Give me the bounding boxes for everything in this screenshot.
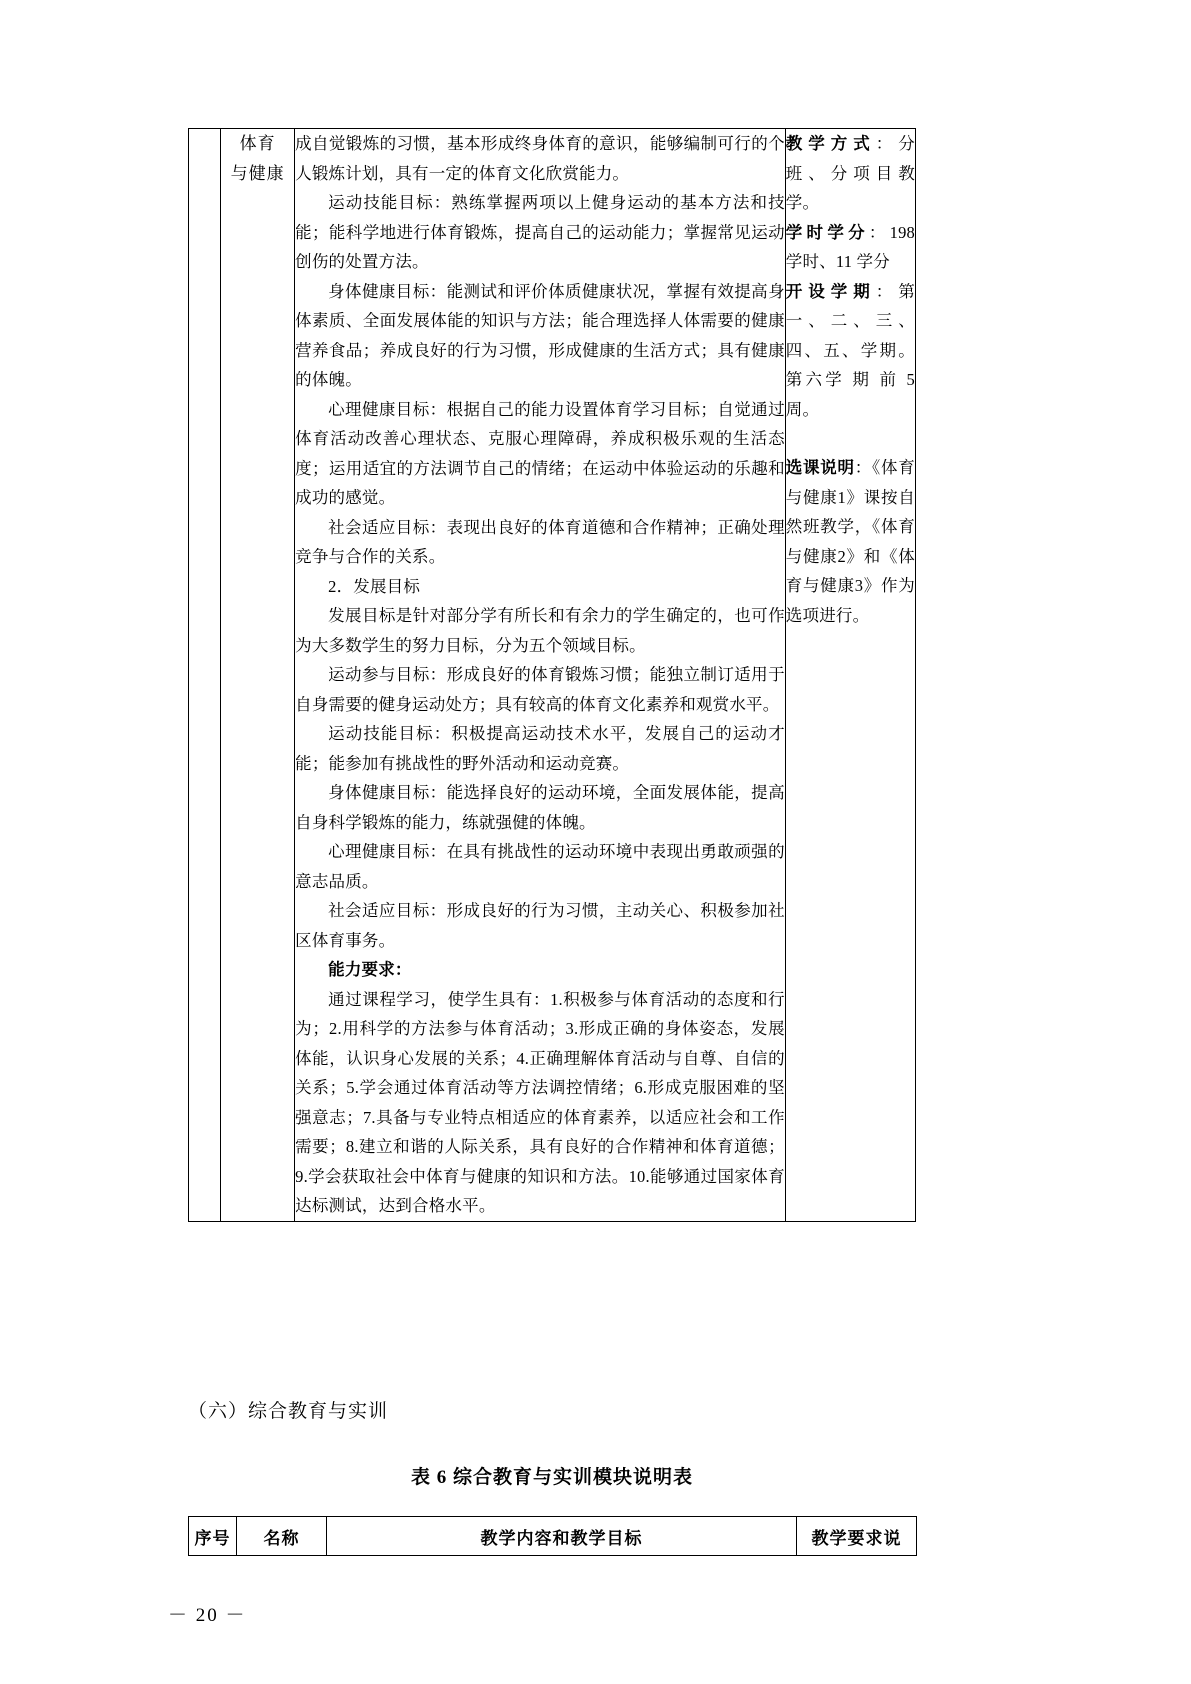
column-header-name: 名称 — [237, 1517, 327, 1556]
body-paragraph-3: 身体健康目标：能测试和评价体质健康状况，掌握有效提高身体素质、全面发展体能的知识与方法；能合理选择人体需要的健康营养食品；养成良好的行为习惯，形成健康的生活方式；具有健康的体魄。 — [295, 281, 785, 389]
body-paragraph-8: 运动参与目标：形成良好的体育锻炼习惯；能独立制订适用于自身需要的健身运动处方；具有较高的体育文化素养和观赏水平。 — [295, 665, 785, 714]
body-paragraph-13-ability-heading: 能力要求： — [328, 960, 412, 979]
requirement-label-teaching-method: 教学方式 — [785, 134, 876, 153]
cell-sequence — [189, 129, 221, 1222]
body-paragraph-12: 社会适应目标：形成良好的行为习惯，主动关心、积极参加社区体育事务。 — [295, 901, 785, 950]
module-name-line-1: 体育 — [239, 134, 276, 153]
table-caption: 表 6 综合教育与实训模块说明表 — [410, 1467, 693, 1488]
requirement-label-course-selection: 选课说明 — [785, 458, 855, 477]
module-name-line-2: 与健康 — [230, 164, 285, 183]
cell-module-name — [221, 129, 295, 1222]
body-paragraph-11: 心理健康目标：在具有挑战性的运动环境中表现出勇敢顽强的意志品质。 — [295, 842, 785, 891]
requirement-text-semesters: ：第一、二、三、四、五、学期。第六学 期 前 5 周。 — [785, 281, 915, 419]
body-paragraph-6: 2．发展目标 — [328, 576, 421, 596]
body-paragraph-5: 社会适应目标：表现出良好的体育道德和合作精神；正确处理竞争与合作的关系。 — [295, 517, 785, 566]
requirement-text-course-selection: ：《体育与健康1》课按自然班教学，《体育与健康2》和《体育与健康3》作为选项进行。 — [785, 458, 915, 625]
requirement-label-semesters: 开设学期 — [785, 281, 876, 301]
table-row — [189, 129, 916, 1222]
requirement-course-selection — [786, 453, 915, 630]
body-paragraph-2: 运动技能目标：熟练掌握两项以上健身运动的基本方法和技能；能科学地进行体育锻炼，提高自己的运动能力；掌握常见运动创伤的处置方法。 — [295, 193, 785, 271]
body-paragraph-4: 心理健康目标：根据自己的能力设置体育学习目标；自觉通过体育活动改善心理状态、克服心理障碍，养成积极乐观的生活态度；运用适宜的方法调节自己的情绪；在运动中体验运动的乐趣和成功的感觉。 — [295, 399, 785, 507]
requirement-text-teaching-method: ：分班、分项目教学。 — [785, 134, 915, 212]
body-paragraph-1: 成自觉锻炼的习惯，基本形成终身体育的意识，能够编制可行的个人锻炼计划，具有一定的体育文化欣赏能力。 — [295, 134, 785, 183]
requirement-text-hours-credits: ：198 学时、11 学分 — [785, 222, 915, 271]
column-header-seq: 序号 — [189, 1517, 237, 1556]
requirement-semesters — [786, 277, 915, 425]
column-header-content: 教学内容和教学目标 — [327, 1517, 797, 1556]
column-header-requirement: 教学要求说 — [797, 1517, 917, 1556]
body-paragraph-9: 运动技能目标：积极提高运动技术水平，发展自己的运动才能；能参加有挑战性的野外活动和运动竞赛。 — [295, 724, 785, 773]
requirement-spacer — [786, 424, 915, 453]
requirement-hours-credits — [786, 218, 915, 277]
comprehensive-education-table — [188, 1516, 917, 1556]
body-paragraph-7: 发展目标是针对部分学有所长和有余力的学生确定的，也可作为大多数学生的努力目标，分为五个领域目标。 — [295, 606, 785, 655]
requirement-teaching-method — [786, 129, 915, 218]
cell-teaching-requirements — [785, 129, 915, 1222]
cell-teaching-content — [295, 129, 786, 1222]
page-number: － 20 － — [168, 1605, 247, 1626]
requirement-label-hours-credits: 学时学分 — [785, 222, 869, 242]
body-paragraph-14: 通过课程学习，使学生具有：1.积极参与体育活动的态度和行为；2.用科学的方法参与体育活动；3.形成正确的身体姿态，发展体能，认识身心发展的关系；4.正确理解体育活动与自尊、自信的关系；5.学会通过体育活动等方法调控情绪；6.形成克服困难的坚强意志；7.具备与专业特点相适应的体育素养，以适应社会和工作需要；8.建立和谐的人际关系，具有良好的合作精神和体育道德；9.学会获取社会中体育与健康的知识和方法。10.能够通过国家体育达标测试，达到合格水平。 — [295, 989, 785, 1215]
table-header-row — [189, 1517, 917, 1556]
section-heading: （六）综合教育与实训 — [188, 1401, 389, 1422]
curriculum-module-table — [188, 128, 916, 1222]
body-paragraph-10: 身体健康目标：能选择良好的运动环境，全面发展体能，提高自身科学锻炼的能力，练就强健的体魄。 — [295, 783, 785, 832]
